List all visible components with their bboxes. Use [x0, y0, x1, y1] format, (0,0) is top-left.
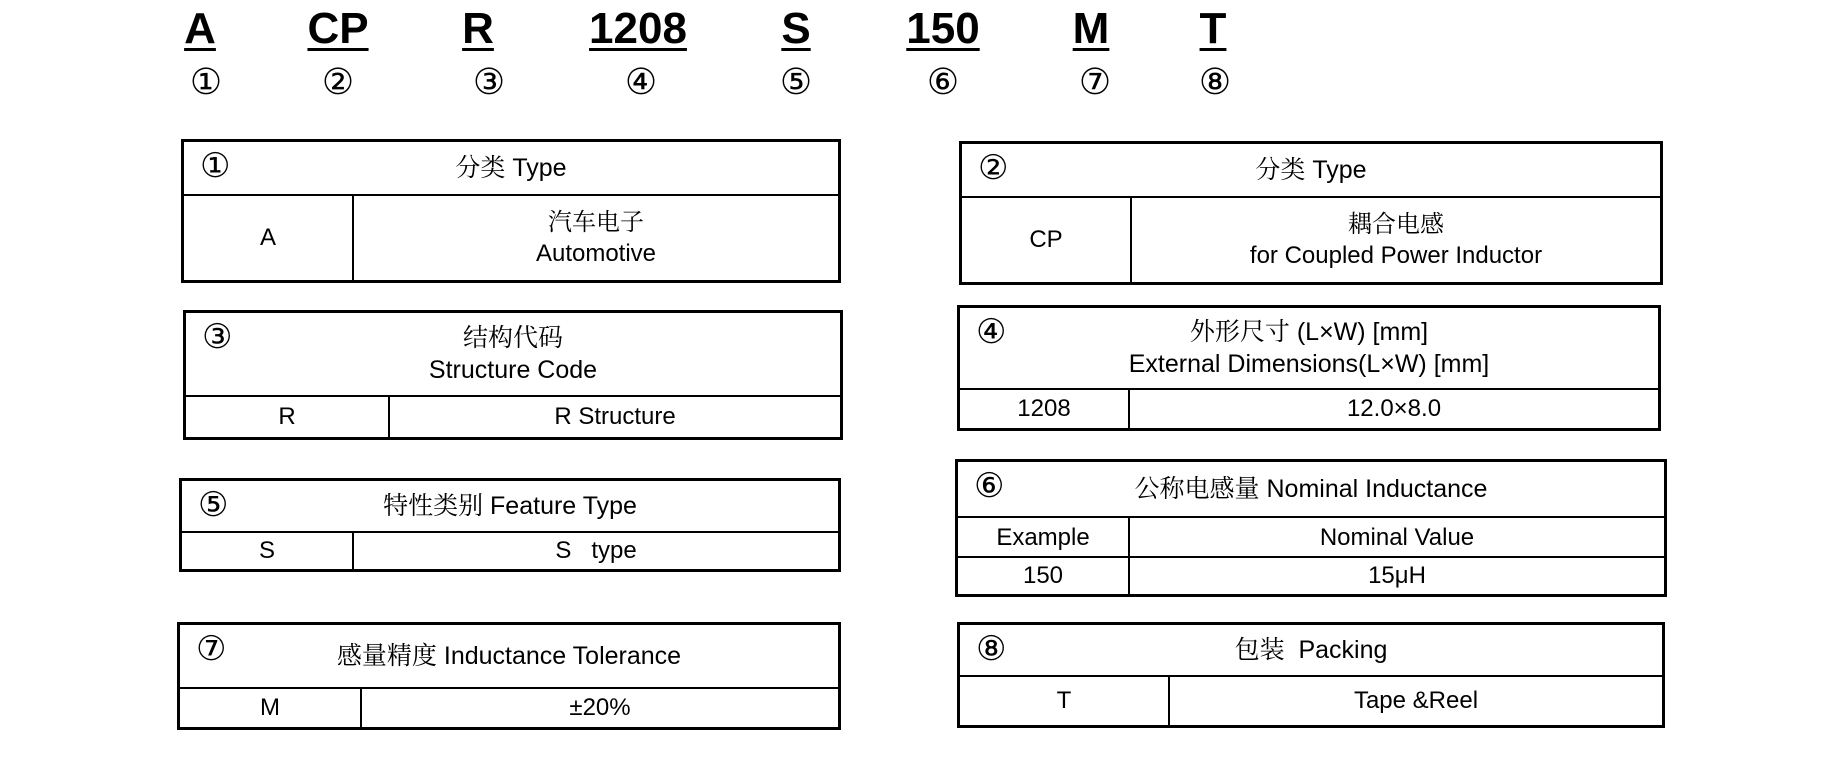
table-title-text: 公称电感量 Nominal Inductance	[1134, 474, 1488, 503]
code-feature: S	[781, 4, 811, 53]
table-index: ③	[202, 317, 233, 357]
code-tolerance: M	[1072, 4, 1110, 53]
code-category: CP	[307, 4, 369, 53]
table-title	[182, 481, 838, 531]
table-value	[1132, 198, 1660, 282]
index-6: ⑥	[926, 62, 960, 103]
table-title-text: 特性类别 Feature Type	[383, 491, 637, 520]
table-title	[960, 625, 1662, 675]
table-dimensions	[957, 305, 1661, 431]
table-key: T	[960, 677, 1170, 725]
table-title-text: 感量精度 Inductance Tolerance	[336, 641, 682, 670]
table-value: 15μH	[1368, 562, 1426, 590]
table-key: 150	[958, 558, 1130, 594]
index-2: ②	[321, 62, 355, 103]
column-header-example: Example	[958, 518, 1130, 558]
table-title	[180, 625, 838, 687]
value-cn: 耦合电感	[1348, 210, 1444, 238]
title-cn: 外形尺寸 (L×W) [mm]	[1189, 317, 1429, 346]
table-title-text: 分类 Type	[455, 153, 567, 182]
table-title	[962, 144, 1660, 196]
code-dimensions: 1208	[589, 4, 687, 53]
table-row	[186, 395, 840, 437]
table-row	[182, 531, 838, 569]
index-7: ⑦	[1078, 62, 1112, 103]
table-key: CP	[962, 198, 1132, 282]
code-packing: T	[1199, 4, 1227, 53]
table-row	[958, 556, 1664, 594]
table-index: ⑧	[976, 629, 1007, 669]
table-value: S type	[555, 537, 637, 565]
code-type: A	[184, 4, 216, 53]
table-index: ①	[200, 146, 231, 186]
table-value: 12.0×8.0	[1346, 395, 1442, 423]
table-key: M	[180, 689, 362, 727]
code-structure: R	[462, 4, 494, 53]
table-header-row	[958, 516, 1664, 558]
index-5: ⑤	[779, 62, 813, 103]
value-en: for Coupled Power Inductor	[1249, 242, 1543, 269]
table-key: 1208	[960, 390, 1130, 428]
table-title	[958, 462, 1664, 516]
table-row	[960, 675, 1662, 725]
table-title-text: 分类 Type	[1255, 155, 1367, 184]
table-title	[184, 142, 838, 194]
index-8: ⑧	[1198, 62, 1232, 103]
code-inductance: 150	[906, 4, 980, 53]
table-title-text: 包装 Packing	[1234, 635, 1388, 664]
table-index: ⑤	[198, 485, 229, 525]
value-cn: 汽车电子	[548, 208, 644, 236]
title-en: External Dimensions(L×W) [mm]	[1128, 350, 1490, 378]
table-title	[186, 313, 840, 395]
table-value	[354, 196, 838, 280]
table-row	[184, 194, 838, 280]
table-key: A	[184, 196, 354, 280]
table-nominal-inductance	[955, 459, 1667, 597]
table-value: Tape &Reel	[1353, 687, 1479, 715]
table-key: S	[182, 533, 354, 569]
table-packing	[957, 622, 1665, 728]
title-en: Structure Code	[428, 356, 598, 384]
table-feature-type	[179, 478, 841, 572]
column-header-nominal-value: Nominal Value	[1319, 524, 1475, 552]
value-en: Automotive	[535, 240, 657, 267]
table-row	[180, 687, 838, 727]
table-index: ⑦	[196, 629, 227, 669]
table-value: ±20%	[569, 694, 631, 722]
table-row	[962, 196, 1660, 282]
index-1: ①	[189, 62, 223, 103]
index-4: ④	[624, 62, 658, 103]
table-type-coupled	[959, 141, 1663, 285]
table-type-automotive	[181, 139, 841, 283]
table-title	[960, 308, 1658, 388]
table-row	[960, 388, 1658, 428]
table-index: ④	[976, 312, 1007, 352]
table-index: ②	[978, 148, 1009, 188]
index-3: ③	[472, 62, 506, 103]
table-index: ⑥	[974, 466, 1005, 506]
title-cn: 结构代码	[462, 323, 563, 352]
table-inductance-tolerance	[177, 622, 841, 730]
table-value: R Structure	[554, 403, 676, 431]
table-key: R	[186, 397, 390, 437]
table-structure-code	[183, 310, 843, 440]
